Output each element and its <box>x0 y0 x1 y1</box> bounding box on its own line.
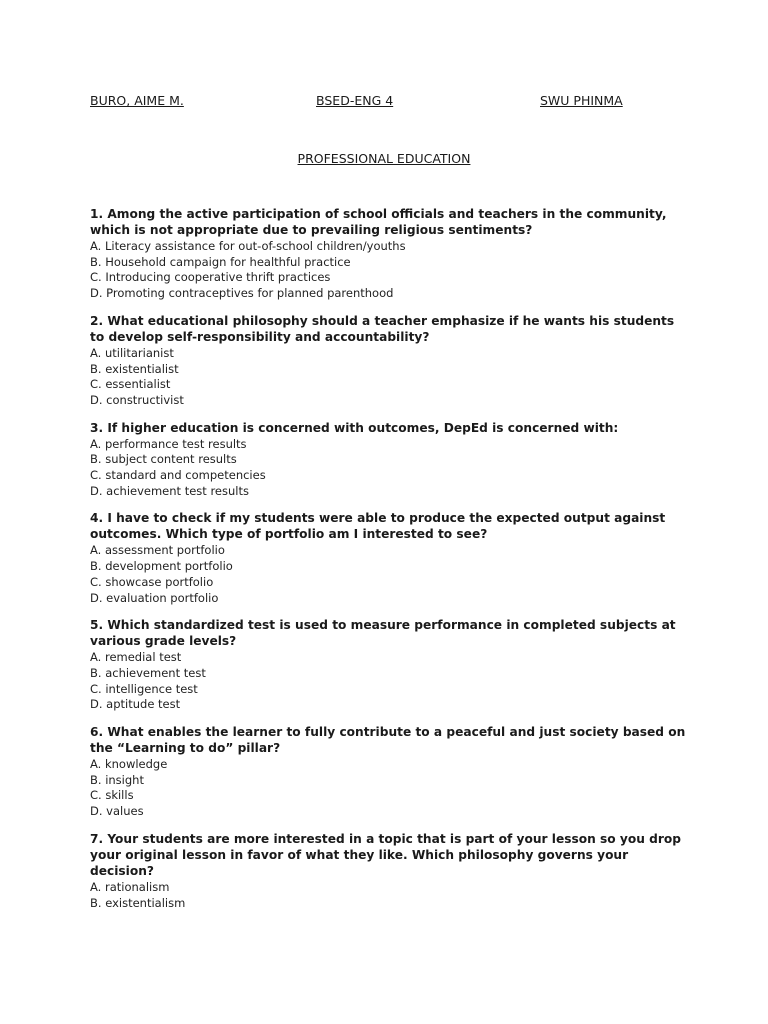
question-item <box>90 617 690 713</box>
option: A. rationalism <box>90 879 170 894</box>
option-list <box>90 650 690 713</box>
option: B. subject content results <box>90 452 237 467</box>
option: C. essentialist <box>90 377 171 392</box>
question-item <box>90 724 690 820</box>
option-list <box>90 437 690 500</box>
option-list <box>90 239 690 302</box>
header-line <box>90 93 650 111</box>
question-item <box>90 510 690 606</box>
option: D. aptitude test <box>90 697 181 712</box>
option: A. remedial test <box>90 650 182 665</box>
option: C. Introducing cooperative thrift practices <box>90 270 331 285</box>
option: B. existentialist <box>90 361 179 376</box>
option: D. evaluation portfolio <box>90 590 219 605</box>
course-code: BSED-ENG 4 <box>316 93 394 108</box>
question-item <box>90 420 690 500</box>
option: D. values <box>90 804 144 819</box>
option: B. insight <box>90 772 144 787</box>
option: D. Promoting contraceptives for planned parenthood <box>90 286 394 301</box>
question-item <box>90 206 690 302</box>
question-text: 6. What enables the learner to fully contribute to a peaceful and just society based on the “Learning to do” pillar? <box>90 725 686 756</box>
option: C. skills <box>90 788 134 803</box>
option: D. constructivist <box>90 392 184 407</box>
option: A. knowledge <box>90 757 168 772</box>
option: A. Literacy assistance for out-of-school children/youths <box>90 239 406 253</box>
question-text: 7. Your students are more interested in a topic that is part of your lesson so you drop your original lesson in favor of what they like. Which philosophy governs your decision? <box>90 831 681 878</box>
option: A. utilitarianist <box>90 345 174 360</box>
question-item <box>90 831 690 911</box>
option-list <box>90 880 690 911</box>
question-text: 5. Which standardized test is used to measure performance in completed subjects at various grade levels? <box>90 618 676 649</box>
option: C. standard and competencies <box>90 468 266 483</box>
option: D. achievement test results <box>90 483 249 498</box>
option: B. Household campaign for healthful practice <box>90 254 351 269</box>
option-list <box>90 757 690 820</box>
question-item <box>90 313 690 409</box>
option: C. showcase portfolio <box>90 574 214 589</box>
document-title: PROFESSIONAL EDUCATION <box>297 151 471 166</box>
option: B. achievement test <box>90 665 206 680</box>
option: C. intelligence test <box>90 681 198 696</box>
option-list <box>90 543 690 606</box>
school-name: SWU PHINMA <box>540 93 623 108</box>
question-text: 1. Among the active participation of school officials and teachers in the community, which is not appropriate due to prevailing religious sentiments? <box>90 207 667 237</box>
student-name: BURO, AIME M. <box>90 93 184 108</box>
option: A. assessment portfolio <box>90 543 225 558</box>
option: B. existentialism <box>90 895 186 910</box>
option: A. performance test results <box>90 436 247 451</box>
question-text: 2. What educational philosophy should a teacher emphasize if he wants his students to develop self-responsibility and accountability? <box>90 313 675 344</box>
option: B. development portfolio <box>90 559 233 574</box>
question-text: 4. I have to check if my students were able to produce the expected output against outcomes. Which type of portfolio am I interested to see? <box>90 511 666 542</box>
question-text: 3. If higher education is concerned with outcomes, DepEd is concerned with: <box>90 420 619 435</box>
question-list <box>90 206 690 922</box>
option-list <box>90 346 690 409</box>
